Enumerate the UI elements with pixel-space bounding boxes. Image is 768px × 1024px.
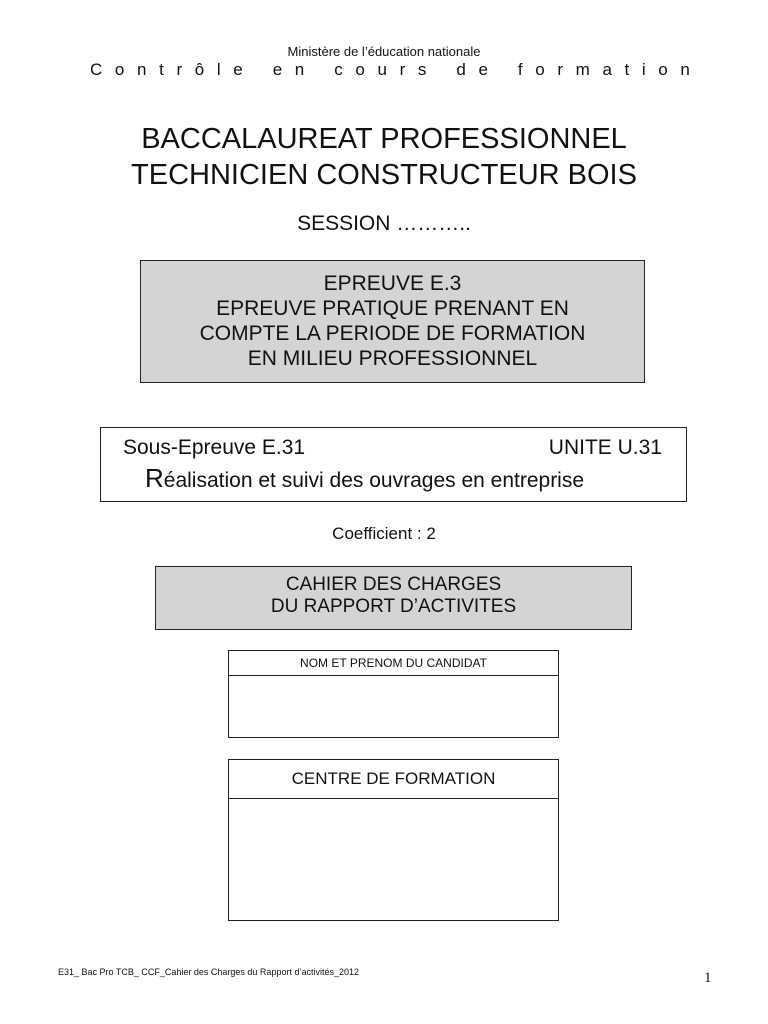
sous-epreuve-code: Sous-Epreuve E.31 [123,436,306,459]
footer-text: E31_ Bac Pro TCB_ CCF_Cahier des Charges du Rapport d’activités_2012 [58,967,359,977]
epreuve-line: EN MILIEU PROFESSIONNEL [247,347,538,370]
controle-letter: d [456,60,466,79]
cahier-line2: DU RAPPORT D’ACTIVITES [270,596,517,617]
controle-letter: t [159,60,164,79]
sous-epreuve-box [100,427,687,502]
controle-letter: l [216,60,221,79]
nom-prenom-label: NOM ET PRENOM DU CANDIDAT [229,651,558,676]
controle-letter: s [417,60,427,79]
controle-letter: n [294,60,305,79]
controle-letter: r [176,60,183,79]
document-title-line2: TECHNICIEN CONSTRUCTEUR BOIS [131,159,637,191]
epreuve-line: EPREUVE E.3 [323,272,462,295]
centre-formation-label: CENTRE DE FORMATION [229,760,558,799]
sous-epreuve-title-initial: R [145,463,164,493]
controle-letter: o [535,60,545,79]
controle-letter [439,60,444,80]
controle-letter: n [680,60,690,79]
document-title-line1: BACCALAUREAT PROFESSIONNEL [141,123,627,155]
controle-letter: e [233,60,243,79]
epreuve-box [140,260,645,383]
controle-letter: i [641,60,646,79]
controle-letter: a [602,60,612,79]
controle-letter [317,60,322,80]
cahier-des-charges-box [155,566,632,630]
controle-letter [255,60,260,80]
controle-en-cours-de-formation [90,60,690,80]
sous-epreuve-title-rest: éalisation et suivi des ouvrages en entreprise [163,469,585,492]
controle-letter: ô [194,60,205,79]
coefficient: Coefficient : 2 [332,524,436,543]
controle-letter: e [272,60,283,79]
unite-code: UNITE U.31 [548,436,662,459]
controle-letter [501,60,506,80]
controle-letter: f [517,60,523,79]
nom-prenom-field[interactable] [228,650,559,738]
controle-letter: o [658,60,668,79]
sous-epreuve-title [145,463,584,494]
controle-letter: o [114,60,125,79]
controle-letter: n [137,60,147,79]
epreuve-line: EPREUVE PRATIQUE PRENANT EN [216,297,569,320]
ministere-header: Ministère de l’éducation nationale [287,44,481,59]
controle-letter: m [575,60,590,79]
session-label: SESSION ……….. [297,212,471,235]
controle-letter: t [624,60,630,79]
controle-letter: C [90,60,103,79]
controle-letter: c [334,60,343,79]
controle-letter: e [478,60,488,79]
controle-letter: o [355,60,365,79]
controle-letter: r [399,60,406,79]
controle-letter: r [557,60,564,79]
page-number: 1 [704,970,712,986]
cahier-line1: CAHIER DES CHARGES [285,574,502,595]
centre-formation-field[interactable] [228,759,559,921]
epreuve-line: COMPTE LA PERIODE DE FORMATION [199,322,586,345]
controle-letter: u [377,60,387,79]
